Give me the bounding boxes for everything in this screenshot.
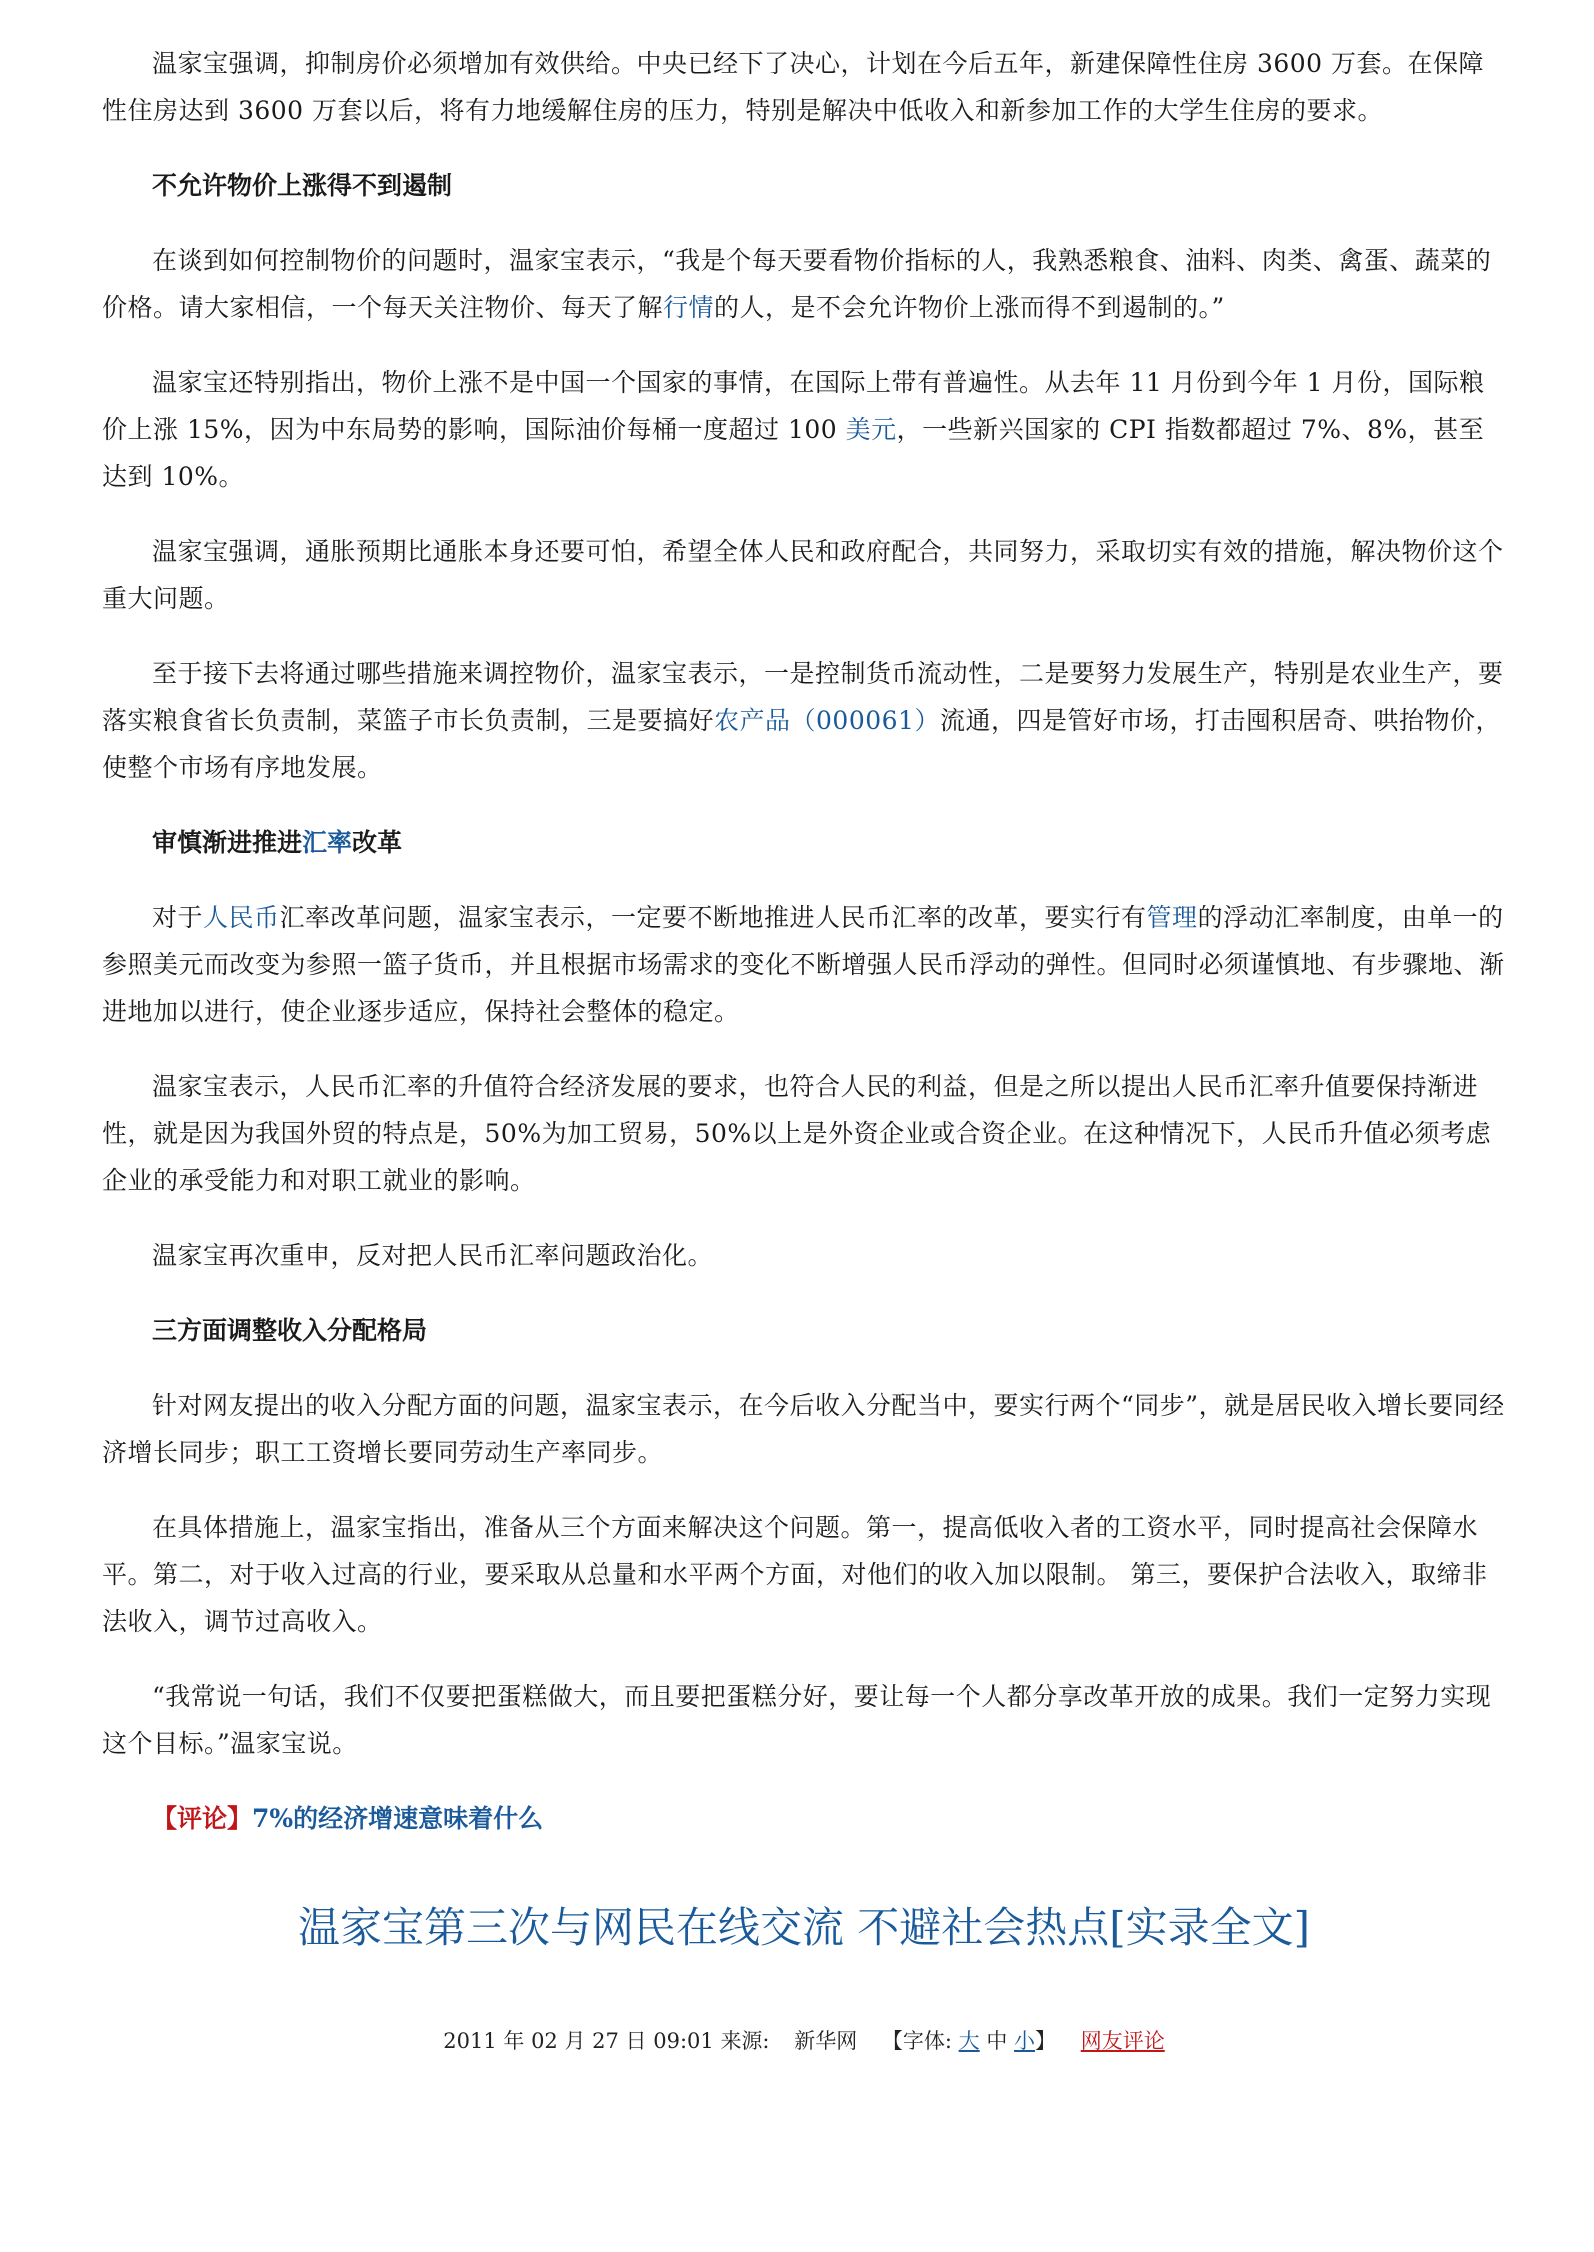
paragraph-text: 流通，四是管好市场，打击囤积居奇、哄抬物价，使整个市场有序地发展。 [102, 706, 1501, 782]
paragraph [102, 894, 1506, 1035]
paragraph-text: 的浮动汇率制度，由单一的参照美元而改变为参照一篮子货币，并且根据市场需求的变化不断增强人民币浮动的弹性。但同时必须谨慎地、有步骤地、渐进地加以进行，使企业逐步适应，保持社会整体的稳定。 [102, 903, 1505, 1026]
paragraph-text: 温家宝强调，抑制房价必须增加有效供给。中央已经下了决心，计划在今后五年，新建保障性住房 3600 万套。在保障性住房达到 3600 万套以后，将有力地缓解住房的压力，特别是解决中低收入和新参加工作的大学生住房的要求。 [102, 49, 1485, 125]
paragraph-text: 的人，是不会允许物价上涨而得不到遏制的。” [714, 293, 1225, 322]
article-page [102, 40, 1506, 2056]
section-heading [102, 819, 1506, 866]
keyword-link-meiyuan[interactable]: 美元 [845, 415, 897, 444]
heading-text: 审慎渐进推进 [152, 828, 303, 857]
paragraph [102, 650, 1506, 791]
paragraph [102, 528, 1506, 622]
font-size-label: 【字体: [881, 2029, 952, 2053]
paragraph-text: “我常说一句话，我们不仅要把蛋糕做大，而且要把蛋糕分好，要让每一个人都分享改革开放的成果。我们一定努力实现这个目标。”温家宝说。 [102, 1682, 1492, 1758]
paragraph [102, 359, 1506, 500]
paragraph-text: 温家宝强调，通胀预期比通胀本身还要可怕，希望全体人民和政府配合，共同努力，采取切实有效的措施，解决物价这个重大问题。 [102, 537, 1504, 613]
paragraph-text: 温家宝表示，人民币汇率的升值符合经济发展的要求，也符合人民的利益，但是之所以提出人民币汇率升值要保持渐进性，就是因为我国外贸的特点是，50%为加工贸易，50%以上是外资企业或合资企业。在这种情况下，人民币升值必须考虑企业的承受能力和对职工就业的影响。 [102, 1072, 1492, 1195]
paragraph [102, 1673, 1506, 1767]
paragraph-text: ，一些新兴国家的 CPI 指数都超过 7%、8%，甚至达到 10%。 [102, 415, 1485, 491]
paragraph [102, 1382, 1506, 1476]
keyword-link-renminbi[interactable]: 人民币 [203, 903, 280, 932]
paragraph [102, 237, 1506, 331]
font-size-small-button[interactable]: 小 [1014, 2029, 1036, 2053]
stock-link-nongchanpin[interactable]: 农产品（000061） [714, 706, 940, 735]
comment-tag: 【评论】 [152, 1804, 253, 1833]
paragraph [102, 1232, 1506, 1279]
heading-text: 改革 [352, 828, 403, 857]
related-comment-link[interactable] [102, 1795, 1506, 1842]
source-label: 来源: [720, 2029, 770, 2053]
paragraph [102, 1504, 1506, 1645]
comment-title[interactable]: 7%的经济增速意味着什么 [252, 1804, 544, 1833]
paragraph-text: 至于接下去将通过哪些措施来调控物价，温家宝表示，一是控制货币流动性，二是要努力发展生产，特别是农业生产，要落实粮食省长负责制，菜篮子市长负责制，三是要搞好 [102, 659, 1504, 735]
paragraph [102, 1063, 1506, 1204]
font-size-large-button[interactable]: 大 [958, 2029, 980, 2053]
font-size-medium-button[interactable]: 中 [986, 2029, 1008, 2053]
font-size-close: 】 [1035, 2029, 1057, 2053]
next-article-headline[interactable]: 温家宝第三次与网民在线交流 不避社会热点[实录全文] [297, 1903, 1311, 1952]
keyword-link-huilv[interactable]: 汇率 [302, 828, 353, 857]
paragraph-text: 温家宝再次重申，反对把人民币汇率问题政治化。 [152, 1241, 714, 1270]
paragraph-text: 在具体措施上，温家宝指出，准备从三个方面来解决这个问题。第一，提高低收入者的工资水平，同时提高社会保障水平。第二，对于收入过高的行业，要采取从总量和水平两个方面，对他们的收入加以限制。 第三，要保护合法收入，取缔非法收入，调节过高收入。 [102, 1513, 1488, 1636]
paragraph-text: 温家宝还特别指出，物价上涨不是中国一个国家的事情，在国际上带有普遍性。从去年 11 月份到今年 1 月份，国际粮价上涨 15%，因为中东局势的影响，国际油价每桶一度超过 100 [102, 368, 1485, 444]
source-name: 新华网 [794, 2029, 858, 2053]
article-meta-bar [102, 2026, 1506, 2056]
keyword-link-guanli[interactable]: 管理 [1146, 903, 1198, 932]
paragraph [102, 40, 1506, 134]
section-heading: 三方面调整收入分配格局 [152, 1316, 428, 1345]
paragraph-text: 汇率改革问题，温家宝表示，一定要不断地推进人民币汇率的改革，要实行有 [279, 903, 1147, 932]
paragraph-text: 对于 [152, 903, 204, 932]
paragraph-text: 针对网友提出的收入分配方面的问题，温家宝表示，在今后收入分配当中，要实行两个“同步”，就是居民收入增长要同经济增长同步；职工工资增长要同劳动生产率同步。 [102, 1391, 1505, 1467]
user-comments-link[interactable]: 网友评论 [1080, 2029, 1165, 2053]
keyword-link-hangqing[interactable]: 行情 [663, 293, 715, 322]
section-heading: 不允许物价上涨得不到遏制 [152, 171, 453, 200]
publish-datetime: 2011 年 02 月 27 日 09:01 [443, 2029, 714, 2053]
paragraph-text: 在谈到如何控制物价的问题时，温家宝表示，“我是个每天要看物价指标的人，我熟悉粮食、油料、肉类、禽蛋、蔬菜的价格。请大家相信，一个每天关注物价、每天了解 [102, 246, 1492, 322]
